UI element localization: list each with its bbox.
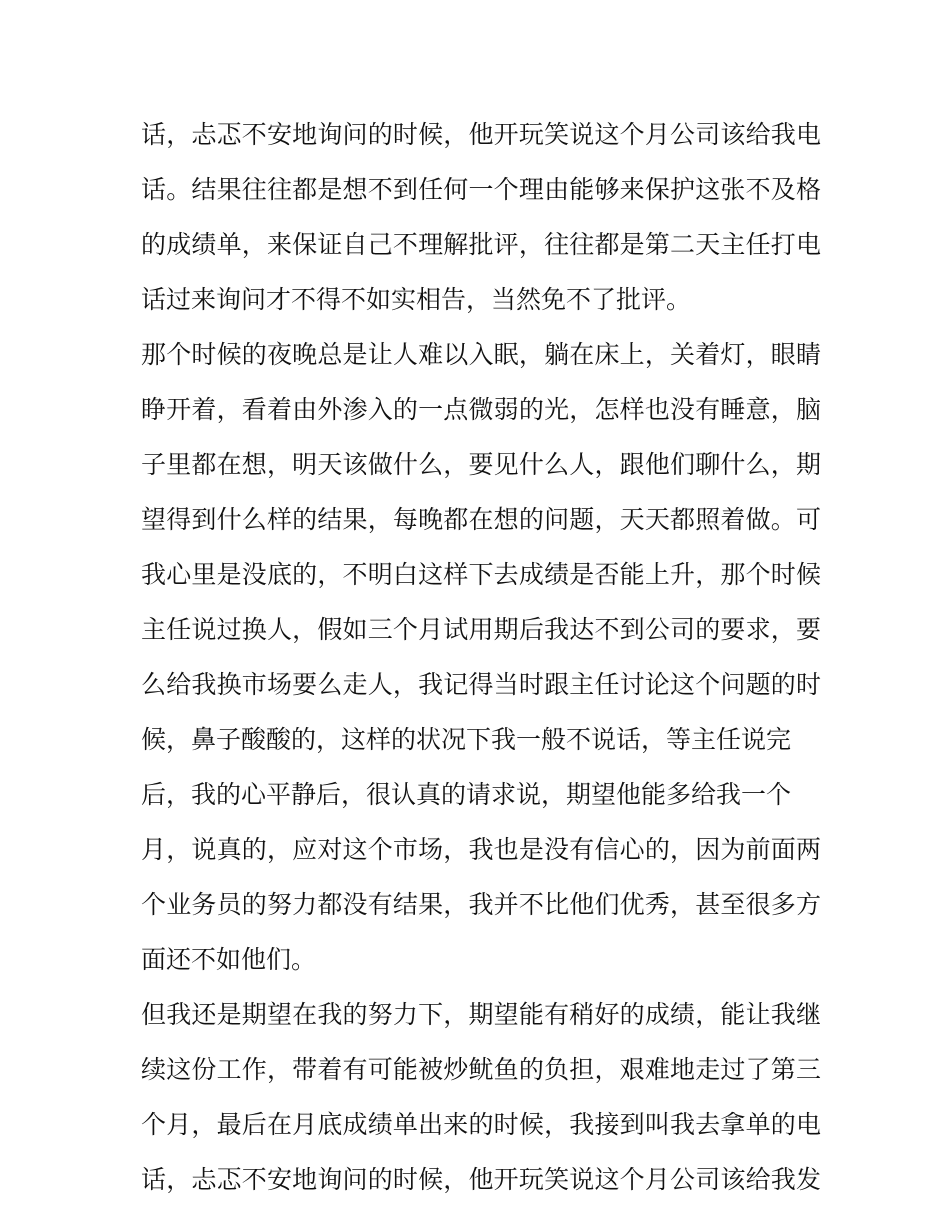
- text-line: 睁开着，看着由外渗入的一点微弱的光，怎样也没有睡意，脑: [141, 395, 821, 424]
- text-line: 但我还是期望在我的努力下，期望能有稍好的成绩，能让我继: [141, 1000, 821, 1029]
- text-line: 主任说过换人，假如三个月试用期后我达不到公司的要求，要: [141, 615, 821, 644]
- text-line: 的成绩单，来保证自己不理解批评，往往都是第二天主任打电: [141, 230, 821, 259]
- text-line: 话，忐忑不安地询问的时候，他开玩笑说这个月公司该给我电: [141, 120, 821, 149]
- text-line: 话，忐忑不安地询问的时候，他开玩笑说这个月公司该给我发: [141, 1165, 821, 1194]
- text-line: 话。结果往往都是想不到任何一个理由能够来保护这张不及格: [141, 175, 821, 204]
- text-line: 子里都在想，明天该做什么，要见什么人，跟他们聊什么，期: [141, 450, 821, 479]
- document-body: [141, 107, 821, 1207]
- text-line: 那个时候的夜晚总是让人难以入眠，躺在床上，关着灯，眼睛: [141, 340, 821, 369]
- text-line: 望得到什么样的结果，每晚都在想的问题，天天都照着做。可: [141, 505, 821, 534]
- text-line: 面还不如他们。: [141, 945, 317, 974]
- text-line: 续这份工作，带着有可能被炒鱿鱼的负担，艰难地走过了第三: [141, 1055, 821, 1084]
- text-line: 后，我的心平静后，很认真的请求说，期望他能多给我一个: [141, 780, 792, 809]
- text-line: 我心里是没底的，不明白这样下去成绩是否能上升，那个时候: [141, 560, 821, 589]
- text-line: 个业务员的努力都没有结果，我并不比他们优秀，甚至很多方: [141, 890, 821, 919]
- text-line: 候，鼻子酸酸的，这样的状况下我一般不说话，等主任说完: [141, 725, 792, 754]
- text-line: 么给我换市场要么走人，我记得当时跟主任讨论这个问题的时: [141, 670, 821, 699]
- text-line: 话过来询问才不得不如实相告，当然免不了批评。: [141, 285, 692, 314]
- text-line: 个月，最后在月底成绩单出来的时候，我接到叫我去拿单的电: [141, 1110, 821, 1139]
- text-line: 月，说真的，应对这个市场，我也是没有信心的，因为前面两: [141, 835, 821, 864]
